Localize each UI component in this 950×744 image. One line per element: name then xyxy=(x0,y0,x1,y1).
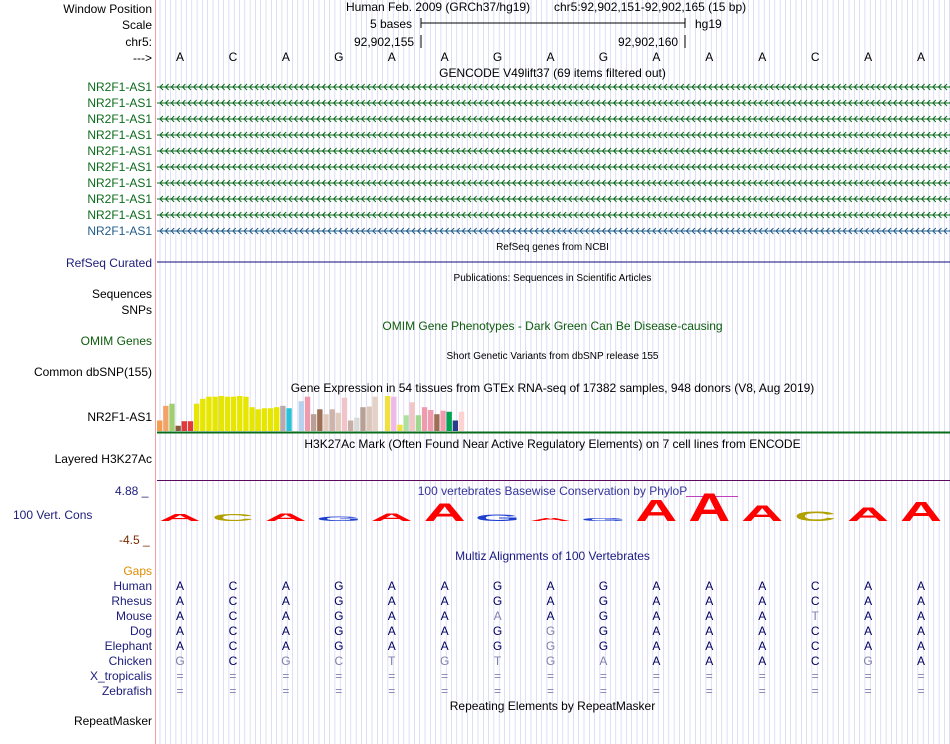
alignment-base: A xyxy=(387,594,396,608)
conservation-logo-letter: A xyxy=(264,510,307,524)
base-letter: G xyxy=(334,50,344,64)
snps-label[interactable]: SNPs xyxy=(121,303,152,317)
repeatmasker-label[interactable]: RepeatMasker xyxy=(73,714,152,728)
alignment-base: G xyxy=(334,609,344,623)
gtex-bar[interactable] xyxy=(188,421,193,431)
gtex-bar[interactable] xyxy=(169,404,174,431)
alignment-base: A xyxy=(705,654,714,668)
alignment-base: A xyxy=(864,609,873,623)
base-letter: A xyxy=(175,50,185,64)
gencode-item-label[interactable]: NR2F1-AS1 xyxy=(87,112,152,126)
alignment-base: A xyxy=(758,609,767,623)
sequences-label[interactable]: Sequences xyxy=(91,287,152,301)
gtex-bar[interactable] xyxy=(194,404,199,431)
alignment-base: C xyxy=(228,609,238,623)
gtex-bar[interactable] xyxy=(206,397,211,431)
gaps-label[interactable]: Gaps xyxy=(123,564,152,578)
gtex-bar[interactable] xyxy=(274,407,279,431)
gtex-bar[interactable] xyxy=(305,397,310,431)
alignment-base: A xyxy=(705,579,714,593)
base-letter: G xyxy=(598,50,609,64)
alignment-base: C xyxy=(228,579,238,593)
gencode-item-label[interactable]: NR2F1-AS1 xyxy=(87,224,152,238)
refseq-track-title: RefSeq genes from NCBI xyxy=(496,242,609,253)
alignment-base: C xyxy=(810,654,820,668)
alignment-base: = xyxy=(705,669,713,683)
alignment-base: A xyxy=(440,594,449,608)
h3k27ac-track-title: H3K27Ac Mark (Often Found Near Active Regulatory Elements) on 7 cell lines from ENCODE xyxy=(304,437,801,451)
alignment-base: A xyxy=(546,579,555,593)
alignment-base: A xyxy=(493,609,502,623)
alignment-base: A xyxy=(175,639,185,653)
alignment-base: G xyxy=(598,639,609,653)
alignment-base: A xyxy=(387,609,396,623)
gtex-track-title: Gene Expression in 54 tissues from GTEx RNA-seq of 17382 samples, 948 donors (V8, Aug 2019) xyxy=(290,381,815,395)
gtex-bar[interactable] xyxy=(385,396,390,431)
alignment-base: = xyxy=(176,684,184,698)
alignment-base: A xyxy=(917,639,926,653)
gencode-item-label[interactable]: NR2F1-AS1 xyxy=(87,144,152,158)
conservation-logo-letter: G xyxy=(475,512,521,523)
gencode-item-label[interactable]: NR2F1-AS1 xyxy=(87,208,152,222)
conservation-logo-letter: G xyxy=(316,515,362,523)
alignment-base: A xyxy=(652,609,661,623)
alignment-base: A xyxy=(758,594,767,608)
base-letter: A xyxy=(440,50,449,64)
alignment-base: G xyxy=(545,624,556,638)
alignment-base: = xyxy=(494,669,502,683)
base-letter: C xyxy=(228,50,238,64)
gtex-bar[interactable] xyxy=(360,407,365,431)
alignment-base: = xyxy=(599,669,607,683)
scale-label: Scale xyxy=(121,18,152,32)
alignment-base: A xyxy=(387,639,396,653)
gtex-bar[interactable] xyxy=(323,414,328,431)
alignment-base: = xyxy=(705,684,713,698)
alignment-base: A xyxy=(652,624,661,638)
alignment-base: A xyxy=(652,639,661,653)
scale-text: 5 bases xyxy=(370,17,413,31)
gtex-bar[interactable] xyxy=(280,406,285,431)
gtex-gene-label[interactable]: NR2F1-AS1 xyxy=(87,410,152,424)
gtex-bar[interactable] xyxy=(453,421,458,432)
base-letter: A xyxy=(652,50,661,64)
gtex-bar[interactable] xyxy=(440,411,445,431)
base-letter: G xyxy=(492,50,503,64)
alignment-base: G xyxy=(175,654,185,668)
alignment-base: A xyxy=(175,594,185,608)
conservation-logo-letter: A xyxy=(423,499,466,527)
alignment-base: C xyxy=(228,594,238,608)
alignment-base: A xyxy=(758,624,767,638)
alignment-base: G xyxy=(334,639,344,653)
alignment-base: A xyxy=(917,579,926,593)
alignment-base: T xyxy=(493,654,502,668)
gtex-bar[interactable] xyxy=(299,401,304,431)
gencode-item-label[interactable]: NR2F1-AS1 xyxy=(87,80,152,94)
position-text: chr5:92,902,151-92,902,165 (15 bp) xyxy=(554,0,747,14)
alignment-base: G xyxy=(492,639,503,653)
alignment-base: G xyxy=(281,654,291,668)
alignment-base: = xyxy=(335,669,343,683)
base-letter: A xyxy=(705,50,714,64)
species-label-mouse[interactable]: Mouse xyxy=(115,609,152,623)
gtex-bar[interactable] xyxy=(428,410,433,431)
gtex-bar[interactable] xyxy=(212,397,217,431)
conservation-logo-letter: A xyxy=(847,504,890,526)
alignment-base: = xyxy=(652,669,660,683)
window-position-label: Window Position xyxy=(63,2,152,16)
alignment-base: A xyxy=(864,579,873,593)
alignment-base: C xyxy=(810,594,820,608)
alignment-base: = xyxy=(864,669,872,683)
alignment-base: A xyxy=(175,609,185,623)
alignment-base: A xyxy=(546,594,555,608)
gtex-bar[interactable] xyxy=(410,402,415,431)
gtex-bar[interactable] xyxy=(286,408,291,431)
omim-genes-label[interactable]: OMIM Genes xyxy=(80,334,152,348)
alignment-base: A xyxy=(917,654,926,668)
gtex-bar[interactable] xyxy=(175,426,180,431)
gencode-item-label[interactable]: NR2F1-AS1 xyxy=(87,96,152,110)
vert-cons-label[interactable]: 100 Vert. Cons xyxy=(13,508,93,522)
gtex-bar[interactable] xyxy=(447,412,452,431)
alignment-base: = xyxy=(811,669,819,683)
alignment-base: = xyxy=(547,669,555,683)
alignment-base: A xyxy=(652,594,661,608)
species-label-chicken[interactable]: Chicken xyxy=(108,654,152,668)
gtex-bar[interactable] xyxy=(373,397,378,431)
alignment-base: C xyxy=(334,654,344,668)
base-letter: A xyxy=(546,50,555,64)
gtex-bar[interactable] xyxy=(348,421,353,432)
conservation-logo-letter: G xyxy=(580,517,627,522)
gtex-bar[interactable] xyxy=(403,415,408,431)
conservation-logo-letter: A xyxy=(900,496,942,528)
alignment-base: = xyxy=(388,684,396,698)
alignment-base: A xyxy=(652,579,661,593)
alignment-base: A xyxy=(917,594,926,608)
alignment-base: = xyxy=(388,669,396,683)
alignment-base: = xyxy=(441,684,449,698)
alignment-base: = xyxy=(441,669,449,683)
gtex-bar[interactable] xyxy=(163,406,168,431)
gtex-bar[interactable] xyxy=(231,397,236,431)
gtex-bar[interactable] xyxy=(336,413,341,431)
alignment-base: A xyxy=(440,639,449,653)
alignment-base: C xyxy=(810,579,820,593)
alignment-base: = xyxy=(917,669,925,683)
gencode-item-label[interactable]: NR2F1-AS1 xyxy=(87,192,152,206)
db-text: hg19 xyxy=(695,17,722,31)
alignment-base: C xyxy=(810,639,820,653)
conservation-logo-letter: C xyxy=(211,511,254,524)
conservation-logo-letter: C xyxy=(794,508,837,524)
dbsnp-label[interactable]: Common dbSNP(155) xyxy=(33,365,152,379)
multiz-track-title: Multiz Alignments of 100 Vertebrates xyxy=(455,549,650,563)
phylop-max-label: 4.88 _ xyxy=(115,484,149,498)
alignment-base: = xyxy=(229,684,237,698)
alignment-base: = xyxy=(494,684,502,698)
gtex-bar[interactable] xyxy=(262,408,267,431)
gencode-item-label[interactable]: NR2F1-AS1 xyxy=(87,128,152,142)
alignment-base: G xyxy=(334,594,344,608)
species-label-dog[interactable]: Dog xyxy=(129,624,152,638)
species-label-zebrafish[interactable]: Zebrafish xyxy=(101,684,152,698)
alignment-base: = xyxy=(917,684,925,698)
alignment-base: = xyxy=(229,669,237,683)
species-label-elephant[interactable]: Elephant xyxy=(104,639,152,653)
alignment-base: G xyxy=(598,624,609,638)
gtex-bar[interactable] xyxy=(225,397,230,431)
repeatmasker-track-title: Repeating Elements by RepeatMasker xyxy=(449,699,656,713)
alignment-base: A xyxy=(281,594,290,608)
conservation-logo-letter: A xyxy=(370,510,413,524)
alignment-base: G xyxy=(492,624,503,638)
alignment-base: = xyxy=(758,669,766,683)
gtex-bar[interactable] xyxy=(200,399,205,431)
alignment-base: G xyxy=(492,579,503,593)
alignment-base: = xyxy=(547,684,555,698)
alignment-base: A xyxy=(705,624,714,638)
species-label-x_tropicalis[interactable]: X_tropicalis xyxy=(89,669,152,683)
species-label-human[interactable]: Human xyxy=(113,579,152,593)
alignment-base: = xyxy=(811,684,819,698)
alignment-base: A xyxy=(758,639,767,653)
phylop-track-title: 100 vertebrates Basewise Conservation by PhyloP xyxy=(417,484,688,498)
gencode-item-label[interactable]: NR2F1-AS1 xyxy=(87,160,152,174)
alignment-base: = xyxy=(652,684,660,698)
alignment-base: A xyxy=(917,609,926,623)
alignment-base: = xyxy=(335,684,343,698)
gtex-bar[interactable] xyxy=(354,418,359,431)
base-letter: C xyxy=(810,50,820,64)
alignment-base: A xyxy=(758,579,767,593)
alignment-base: A xyxy=(864,639,873,653)
alignment-base: G xyxy=(598,609,609,623)
h3k27ac-label[interactable]: Layered H3K27Ac xyxy=(54,452,152,466)
alignment-base: A xyxy=(175,579,185,593)
alignment-base: C xyxy=(810,624,820,638)
alignment-base: A xyxy=(546,609,555,623)
base-letter: A xyxy=(387,50,396,64)
alignment-base: A xyxy=(440,579,449,593)
gencode-track-title: GENCODE V49lift37 (69 items filtered out) xyxy=(439,66,666,80)
gtex-bar[interactable] xyxy=(237,396,242,431)
alignment-base: A xyxy=(864,594,873,608)
phylop-min-label: -4.5 _ xyxy=(119,533,150,547)
alignment-base: G xyxy=(598,594,609,608)
coord-right: 92,902,160 xyxy=(618,35,679,49)
gtex-bar[interactable] xyxy=(243,397,248,431)
refseq-curated-label[interactable]: RefSeq Curated xyxy=(65,256,152,270)
alignment-base: C xyxy=(228,624,238,638)
alignment-base: A xyxy=(440,609,449,623)
gtex-bar[interactable] xyxy=(391,397,396,431)
alignment-base: = xyxy=(599,684,607,698)
gtex-bar[interactable] xyxy=(249,407,254,431)
alignment-base: = xyxy=(282,684,290,698)
alignment-base: A xyxy=(705,609,714,623)
chrom-label: chr5: xyxy=(125,35,152,49)
base-letter: A xyxy=(864,50,873,64)
alignment-base: A xyxy=(758,654,767,668)
gtex-bar[interactable] xyxy=(329,409,334,431)
gtex-bar[interactable] xyxy=(397,425,402,431)
gtex-bar[interactable] xyxy=(342,398,347,431)
alignment-base: A xyxy=(281,579,290,593)
alignment-base: G xyxy=(334,624,344,638)
gtex-bar[interactable] xyxy=(434,414,439,431)
species-label-rhesus[interactable]: Rhesus xyxy=(111,594,152,608)
gtex-bar[interactable] xyxy=(157,421,162,432)
gtex-bar[interactable] xyxy=(422,407,427,431)
alignment-base: C xyxy=(228,639,238,653)
gtex-bar[interactable] xyxy=(317,409,322,431)
alignment-base: = xyxy=(758,684,766,698)
gtex-bar[interactable] xyxy=(366,407,371,432)
alignment-base: A xyxy=(387,624,396,638)
alignment-base: A xyxy=(864,624,873,638)
alignment-base: G xyxy=(545,639,556,653)
base-letter: A xyxy=(758,50,767,64)
gtex-bar[interactable] xyxy=(182,421,187,431)
strand-label: ---> xyxy=(133,51,152,65)
coord-left: 92,902,155 xyxy=(354,35,415,49)
alignment-base: A xyxy=(440,624,449,638)
alignment-base: G xyxy=(863,654,873,668)
conservation-logo-letter: A xyxy=(635,493,678,528)
alignment-base: C xyxy=(228,654,238,668)
alignment-base: A xyxy=(705,639,714,653)
alignment-base: G xyxy=(492,594,503,608)
alignment-base: = xyxy=(864,684,872,698)
gtex-bar[interactable] xyxy=(459,412,464,431)
alignment-base: A xyxy=(917,624,926,638)
conservation-logo-letter: A xyxy=(741,501,784,527)
gtex-bar[interactable] xyxy=(268,408,273,431)
alignment-base: A xyxy=(387,579,396,593)
alignment-base: A xyxy=(599,654,608,668)
gtex-bar[interactable] xyxy=(256,409,261,431)
alignment-base: = xyxy=(176,669,184,683)
alignment-base: A xyxy=(281,624,290,638)
alignment-base: G xyxy=(545,654,556,668)
gtex-bar[interactable] xyxy=(219,396,224,431)
alignment-base: A xyxy=(175,624,185,638)
base-letter: A xyxy=(917,50,926,64)
omim-track-title: OMIM Gene Phenotypes - Dark Green Can Be Disease-causing xyxy=(382,319,723,333)
alignment-base: A xyxy=(652,654,661,668)
publications-track-title: Publications: Sequences in Scientific Articles xyxy=(453,273,652,284)
gencode-item-label[interactable]: NR2F1-AS1 xyxy=(87,176,152,190)
alignment-base: G xyxy=(598,579,609,593)
conservation-logo-letter: A xyxy=(688,485,731,530)
conservation-logo-letter: A xyxy=(159,511,201,524)
alignment-base: G xyxy=(334,579,344,593)
gtex-bar[interactable] xyxy=(311,414,316,431)
alignment-base: A xyxy=(705,594,714,608)
alignment-base: A xyxy=(281,609,290,623)
alignment-base: T xyxy=(388,654,396,668)
alignment-base: = xyxy=(282,669,290,683)
base-letter: A xyxy=(281,50,290,64)
dbsnp-track-title: Short Genetic Variants from dbSNP release 155 xyxy=(446,351,659,362)
alignment-base: G xyxy=(439,654,450,668)
alignment-base: A xyxy=(281,639,290,653)
assembly-text: Human Feb. 2009 (GRCh37/hg19) xyxy=(346,0,531,14)
conservation-logo-letter: A xyxy=(529,517,572,522)
gtex-bar[interactable] xyxy=(416,415,421,431)
alignment-base: T xyxy=(811,609,819,623)
